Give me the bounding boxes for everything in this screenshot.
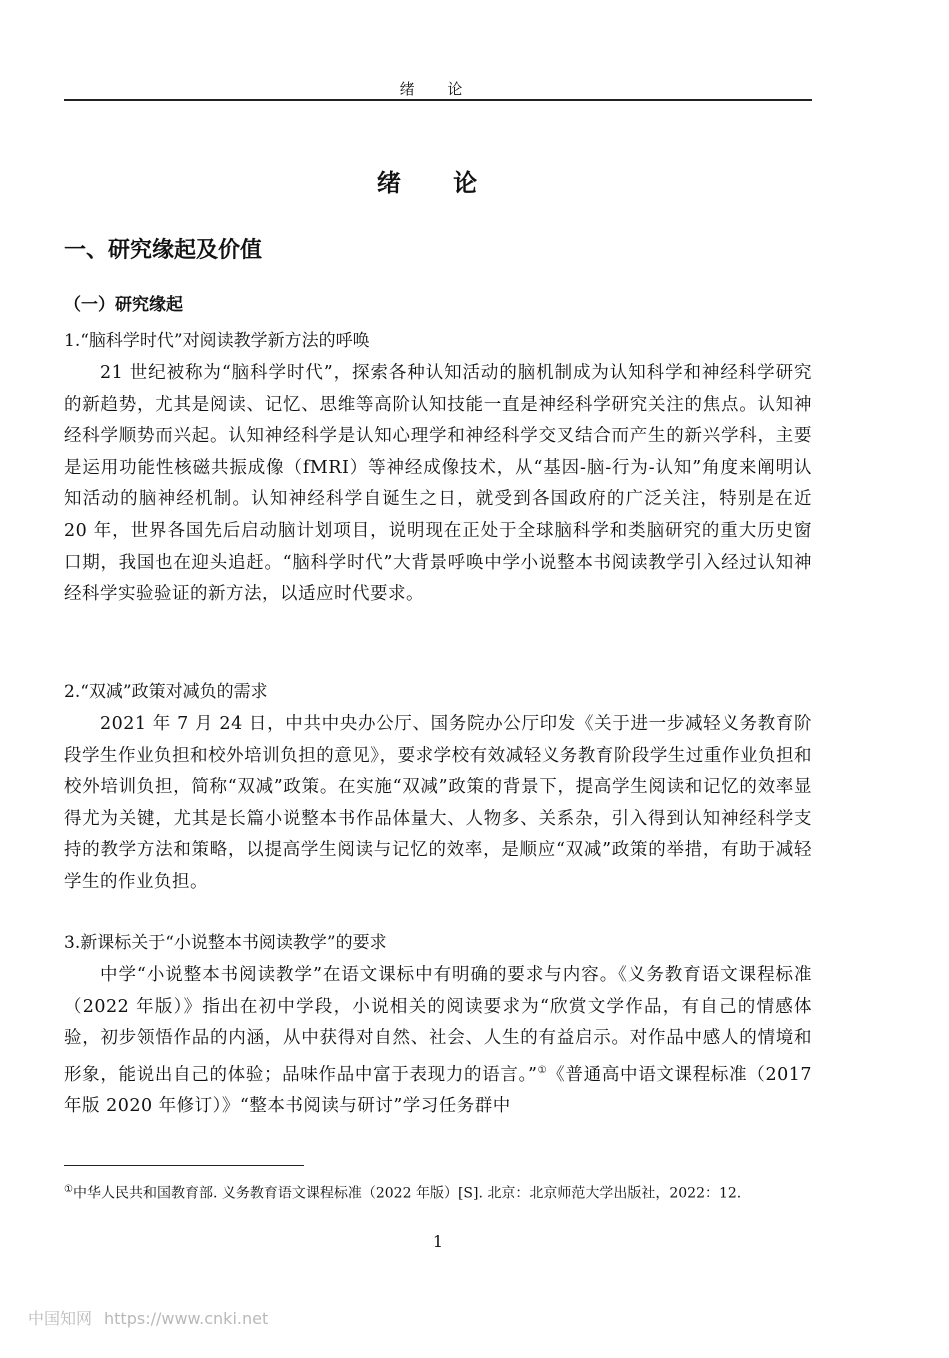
chapter-title: 绪 论 [376, 169, 500, 197]
paragraph-3-text-a: 中学“小说整本书阅读教学”在语文课标中有明确的要求与内容。《义务教育语文课程标准（2022 年版）》指出在初中学段，小说相关的阅读要求为“欣赏文学作品，有自己的情感体验，初步领悟作品的内涵，从中获得对自然、社会、人生的有益启示。对作品中感人的情境和形象，能说出自己的体验；品味作品中富于表现力的语言。” [64, 965, 812, 1085]
running-header: 绪 论 [399, 80, 477, 98]
subsection-heading: （一）研究缘起 [64, 295, 183, 315]
paragraph-2: 2021 年 7 月 24 日，中共中央办公厅、国务院办公厅印发《关于进一步减轻义务教育阶段学生作业负担和校外培训负担的意见》，要求学校有效减轻义务教育阶段学生过重作业负担和校外培训负担，简称“双减”政策。在实施“双减”政策的背景下，提高学生阅读和记忆的效率显得尤为关键，尤其是长篇小说整本书作品体量大、人物多、关系杂，引入得到认知神经科学支持的教学方法和策略，以提高学生阅读与记忆的效率，是顺应“双减”政策的举措，有助于减轻学生的作业负担。 [64, 714, 812, 892]
footnote-reference[interactable]: ① [537, 1064, 548, 1076]
watermark-url: https://www.cnki.net [104, 1309, 269, 1328]
item-heading-1: 1.“脑科学时代”对阅读教学新方法的呼唤 [64, 331, 370, 351]
paragraph-1: 21 世纪被称为“脑科学时代”，探索各种认知活动的脑机制成为认知科学和神经科学研究的新趋势，尤其是阅读、记忆、思维等高阶认知技能一直是神经科学研究关注的焦点。认知神经科学顺势而兴起。认知神经科学是认知心理学和神经科学交叉结合而产生的新兴学科，主要是运用功能性核磁共振成像（fMRI）等神经成像技术，从“基因-脑-行为-认知”角度来阐明认知活动的脑神经机制。认知神经科学自诞生之日，就受到各国政府的广泛关注，特别是在近 20 年，世界各国先后启动脑计划项目，说明现在正处于全球脑科学和类脑研究的重大历史窗口期，我国也在迎头追赶。“脑科学时代”大背景呼唤中学小说整本书阅读教学引入经过认知神经科学实验验证的新方法，以适应时代要求。 [64, 363, 812, 605]
header-rule [64, 99, 812, 101]
cnki-watermark [28, 1306, 268, 1329]
item-heading-2: 2.“双减”政策对减负的需求 [64, 682, 268, 702]
watermark-brand: 中国知网 [28, 1309, 93, 1328]
footnote-marker: ① [64, 1184, 73, 1195]
footnote [64, 1177, 812, 1207]
footnote-text: 中华人民共和国教育部. 义务教育语文课程标准（2022 年版）[S]. 北京：北京师范大学出版社，2022：12. [72, 1185, 742, 1202]
footnote-rule [64, 1165, 304, 1166]
item-heading-3: 3.新课标关于“小说整本书阅读教学”的要求 [64, 933, 387, 953]
page-number: 1 [432, 1232, 444, 1251]
paragraph-3 [64, 960, 812, 1123]
section-heading: 一、研究缘起及价值 [64, 238, 263, 263]
paragraph-3-text-b: 《普通高中语文课程标准（2017 年版 2020 年修订）》“整本书阅读与研讨”学习任务群中 [64, 1064, 813, 1117]
